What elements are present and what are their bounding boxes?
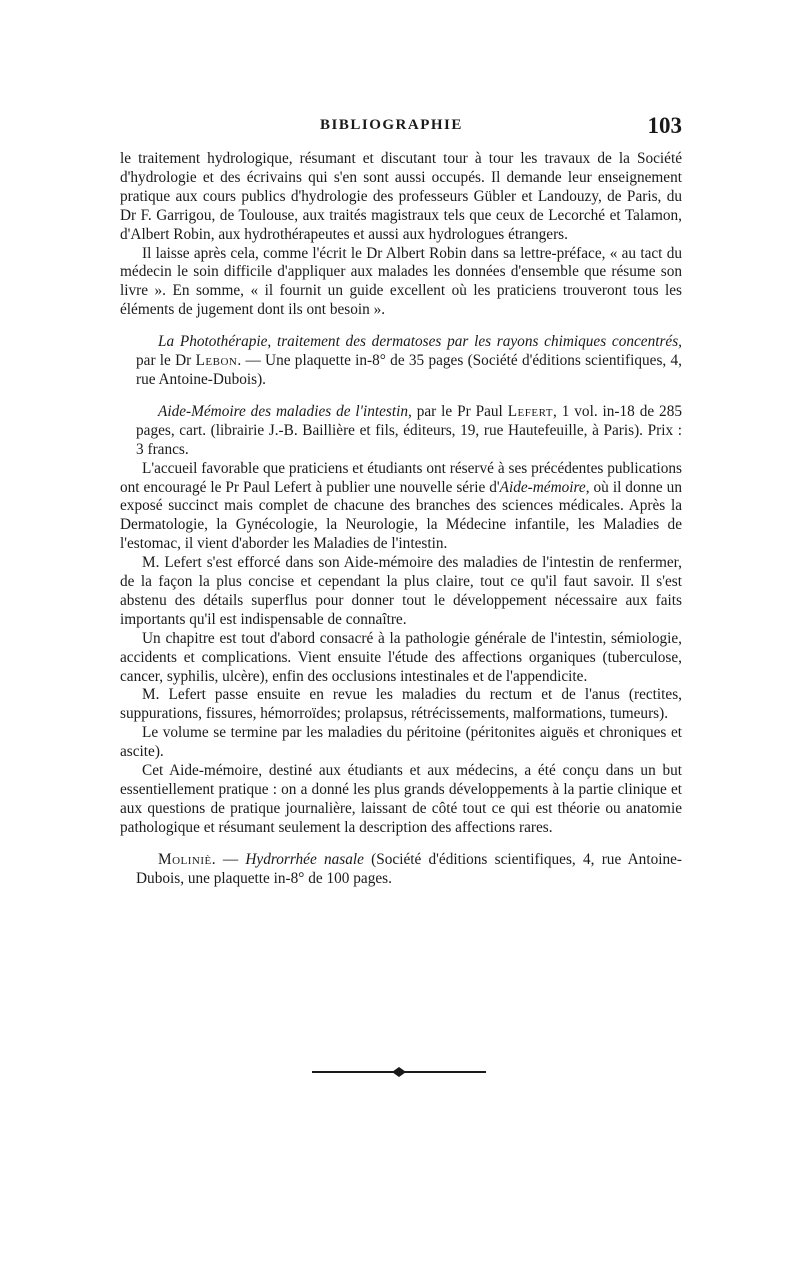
bibliography-entry-aide-memoire: [120, 403, 682, 460]
spacer: [120, 390, 682, 403]
running-title: BIBLIOGRAPHIE: [320, 117, 463, 133]
spacer: [120, 320, 682, 333]
review-paragraph: [120, 460, 682, 555]
page-header: [120, 113, 682, 143]
entry-author-prefix: par le Pr Paul: [416, 402, 503, 420]
bibliography-entry-hydrorrhee: [120, 851, 682, 889]
entry-title: La Photothérapie, traitement des dermatoses par les rayons chimiques concentrés,: [158, 333, 682, 351]
entry-separator: . —: [211, 850, 246, 868]
review-paragraph: Un chapitre est tout d'abord consacré à la pathologie générale de l'intestin, sémiologie, accidents et complications. Vient ensuite l'étude des affections organiques (tuberculose, cancer, syphilis, ulcère), enfin des occlusions intestinales et de l'appendicite.: [120, 629, 682, 685]
entry-details: , 1 vol. in-18 de 285 pages, cart. (librairie J.-B. Baillière et fils, éditeurs, 19, rue Hautefeuille, à Paris). Prix : 3 francs.: [136, 402, 683, 458]
review-italic: Aide-mémoire: [499, 478, 586, 496]
review-text: , où il donne un exposé succinct mais complet de chacune des branches des sciences médicales. Après la Dermatologie, la Gynécologie, la Neurologie, la Médecine infantile, les Maladies de l'estomac, il vient d'aborder les Maladies de l'intestin.: [120, 478, 682, 553]
entry-author: Lefert: [507, 402, 553, 420]
body-paragraph: le traitement hydrologique, résumant et discutant tour à tour les travaux de la Société d'hydrologie et des écrivains qui s'en sont aussi occupés. Il demande leur enseignement pratique aux cours publics d'hydrologie des professeurs Gübler et Landouzy, de Paris, du Dr F. Garrigou, de Toulouse, aux traités magistraux tels que ceux de Lecorché et Talamon, d'Albert Robin, aux hydrothérapeutes et aussi aux hydrologues étrangers.: [120, 150, 682, 243]
entry-author: Lebon: [195, 352, 238, 370]
entry-title: Aide-Mémoire des maladies de l'intestin,: [158, 402, 412, 420]
review-paragraph: M. Lefert s'est efforcé dans son Aide-mémoire des maladies de l'intestin de renfermer, de la façon la plus concise et cependant la plus claire, tout ce qu'il faut savoir. Il s'est abstenu des détails superflus pour donner tout le développement nécessaire aux faits importants qu'il est indispensable de connaître.: [120, 554, 682, 628]
body-paragraph: Il laisse après cela, comme l'écrit le Dr Albert Robin dans sa lettre-préface, « au tact du médecin le soin difficile d'appliquer aux malades les données d'ensemble que résume son livre ». En somme, « il fournit un guide excellent où les praticiens trouveront tous les éléments de jugement dont ils ont besoin ».: [120, 244, 682, 319]
entry-author-prefix: par le Dr: [136, 352, 192, 370]
review-paragraph: M. Lefert passe ensuite en revue les maladies du rectum et de l'anus (rectites, suppurations, fissures, hémorroïdes; prolapsus, rétrécissements, malformations, tumeurs).: [120, 686, 682, 723]
review-paragraph: Le volume se termine par les maladies du péritoine (péritonites aiguës et chroniques et ascite).: [120, 724, 682, 761]
page-number: 103: [647, 113, 682, 138]
entry-details: (Société d'éditions scientifiques, 4, rue Antoine-Dubois, une plaquette in-8° de 100 pages.: [136, 850, 682, 887]
ornamental-rule: [312, 1065, 486, 1079]
entry-details: . — Une plaquette in-8° de 35 pages (Société d'éditions scientifiques, 4, rue Antoine-Dubois).: [136, 352, 682, 388]
bibliography-entry-phototherapie: [120, 333, 682, 390]
entry-title: Hydrorrhée nasale: [245, 850, 364, 868]
review-text: L'accueil favorable que praticiens et étudiants ont réservé à ses précédentes publications ont encouragé le Pr Paul Lefert à publier une nouvelle série d': [120, 459, 682, 496]
spacer: [120, 838, 682, 851]
review-paragraph: Cet Aide-mémoire, destiné aux étudiants et aux médecins, a été conçu dans un but essentiellement pratique : on a donné les plus grands développements à la partie clinique et aux questions de pratique journalière, laissant de côté tout ce qui est théorie ou anatomie pathologique et résumant seulement la description des affections rares.: [120, 762, 682, 836]
entry-author: Moliniè: [158, 850, 212, 868]
page-body: [120, 150, 682, 889]
